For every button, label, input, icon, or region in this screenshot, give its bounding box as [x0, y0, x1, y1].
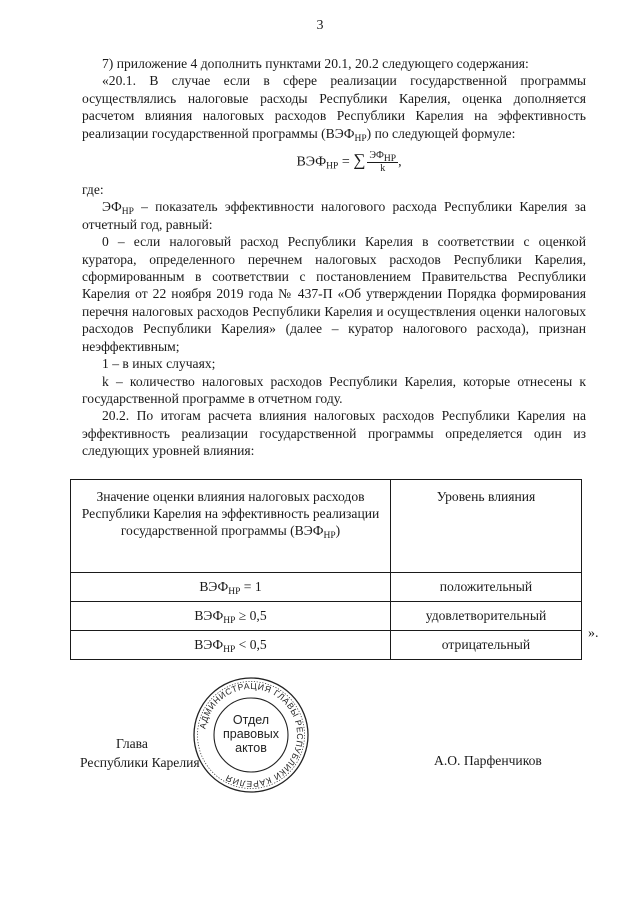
condition-term: ВЭФ	[199, 579, 229, 594]
table-cell-condition	[71, 573, 391, 602]
where-label: где:	[82, 182, 104, 198]
formula-lhs: ВЭФ	[296, 154, 327, 170]
influence-levels-table	[70, 479, 582, 660]
ef-definition-text: – показатель эффективности налогового расхода Республики Карелия за отчетный год, равный:	[82, 199, 586, 232]
formula-equals: =	[341, 154, 350, 170]
paragraph-20-2: 20.2. По итогам расчета влияния налоговых расходов Республики Карелия на эффективность реализации государственной программы определяется один из следующих уровней влияния:	[82, 408, 586, 459]
table-cell-level: удовлетворительный	[391, 602, 582, 631]
condition-value: ≥ 0,5	[235, 608, 267, 623]
table-header-value-tail: )	[335, 523, 341, 538]
formula	[82, 150, 586, 175]
condition-subscript: НР	[223, 645, 236, 655]
page-number: 3	[316, 18, 324, 33]
formula-lhs-subscript: НР	[326, 161, 339, 172]
ef-definition	[82, 198, 586, 233]
ef-term-subscript: НР	[121, 207, 134, 218]
condition-subscript: НР	[223, 616, 236, 626]
formula-numerator	[367, 150, 398, 163]
table-row	[71, 631, 582, 660]
table-row	[71, 602, 582, 631]
table-header-level: Уровень влияния	[391, 480, 582, 573]
formula-numerator-text: ЭФ	[369, 150, 384, 162]
document-body	[82, 55, 586, 460]
stamp-ring-text: АДМИНИСТРАЦИЯ ГЛАВЫ РЕСПУБЛИКИ КАРЕЛИЯ	[197, 680, 306, 790]
ef-term: ЭФ	[102, 199, 122, 215]
legal-department-stamp	[191, 675, 311, 795]
formula-fraction	[367, 150, 398, 175]
condition-value: = 1	[240, 579, 262, 594]
table-header-value-subscript: НР	[323, 531, 336, 541]
table-header-row	[71, 480, 582, 573]
closing-quote: ».	[588, 626, 599, 641]
formula-tail: ,	[398, 154, 402, 170]
formula-denominator: k	[380, 163, 386, 175]
table-row	[71, 573, 582, 602]
paragraph-20-1-subscript: НР	[354, 133, 367, 144]
paragraph-20-1-tail: ) по следующей формуле:	[366, 125, 516, 141]
signatory-role-line1: Глава	[116, 736, 148, 751]
paragraph-20-1	[82, 72, 586, 142]
condition-value: < 0,5	[235, 637, 267, 652]
formula-numerator-subscript: НР	[383, 154, 397, 165]
zero-case-paragraph: 0 – если налоговый расход Республики Карелия в соответствии с оценкой куратора, определенного перечнем налоговых расходов Республики Карелия, сформированным в соответствии с постановлением Правительства Республики Карелия от 22 ноября 2019 года № 437-П «Об утверждении Порядка формирования перечня налоговых расходов Республики Карелия и осуществления оценки налоговых расходов Республики Карелия» (далее – куратор налогового расхода), признан неэффективным;	[82, 234, 586, 354]
condition-term: ВЭФ	[194, 608, 224, 623]
table-header-value-text: Значение оценки влияния налоговых расходов Республики Карелия на эффективность реализации государственной программы (ВЭФ	[81, 489, 380, 538]
one-case-paragraph: 1 – в иных случаях;	[102, 356, 216, 372]
table-header-value	[71, 480, 391, 573]
stamp-line3: актов	[235, 741, 267, 755]
table-cell-condition	[71, 631, 391, 660]
table-cell-level: отрицательный	[391, 631, 582, 660]
signatory-name: А.О. Парфенчиков	[434, 753, 542, 768]
stamp-line1: Отдел	[232, 713, 270, 727]
condition-term: ВЭФ	[194, 637, 224, 652]
table-cell-condition	[71, 602, 391, 631]
k-definition: k – количество налоговых расходов Республики Карелия, которые отнесены к государственной программе в отчетном году.	[82, 373, 586, 406]
signatory-role-line2: Республики Карелия	[80, 755, 200, 770]
intro-paragraph: 7) приложение 4 дополнить пунктами 20.1, 20.2 следующего содержания:	[102, 56, 529, 71]
formula-sigma: ∑	[353, 150, 366, 170]
table-cell-level: положительный	[391, 573, 582, 602]
condition-subscript: НР	[228, 587, 241, 597]
paragraph-20-1-text: «20.1. В случае если в сфере реализации государственной программы осуществлялись налоговые расходы Республики Карелия, оценка дополняется расчетом влияния налоговых расходов Республики Карелия на эффективность реализации государственной программы (ВЭФ	[82, 73, 586, 141]
stamp-line2: правовых	[223, 727, 279, 741]
